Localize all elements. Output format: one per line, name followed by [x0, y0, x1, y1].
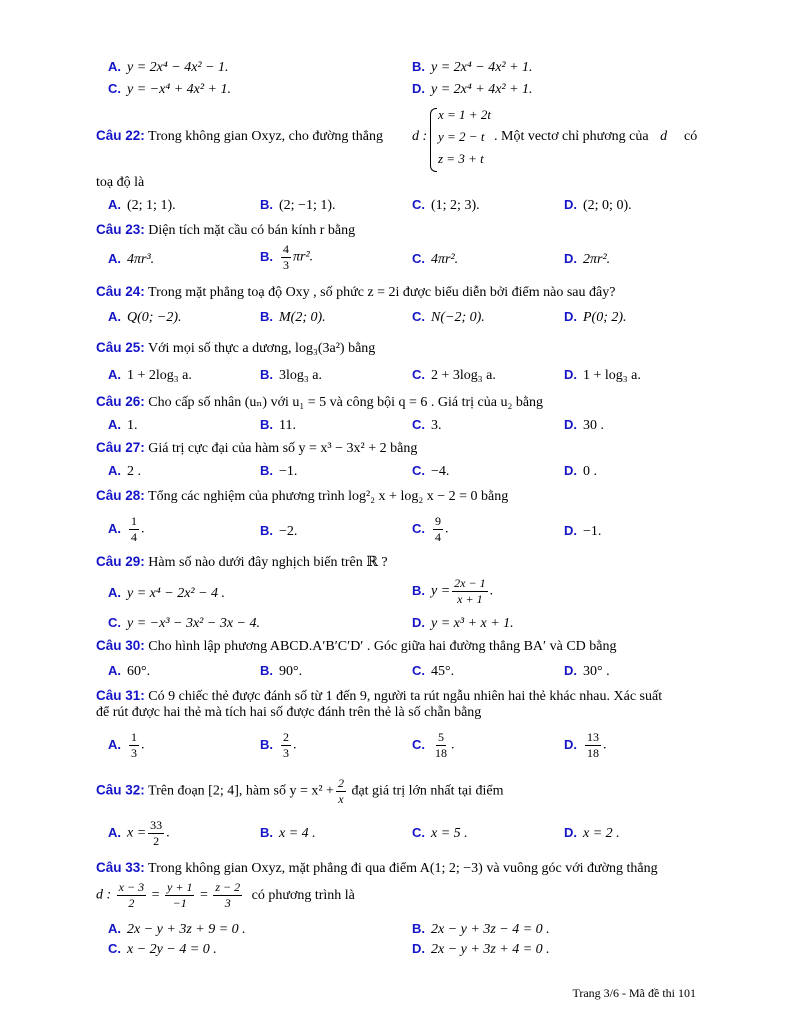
- question-24: Câu 24: Trong mặt phẳng toạ độ Oxy , số phức z = 2i được biểu diễn bởi điểm nào sau đây?: [96, 284, 616, 300]
- q26-option-b: B. 11.: [260, 417, 296, 433]
- q25-option-c: C. 2 + 3log₃ a.: [412, 367, 496, 383]
- question-23: Câu 23: Diện tích mặt cầu có bán kính r bằng: [96, 222, 356, 238]
- q27-option-a: A. 2 .: [108, 463, 141, 479]
- option-b: B. y = 2x⁴ − 4x² + 1.: [412, 59, 533, 75]
- q25-option-d: D. 1 + log₃ a.: [564, 367, 641, 383]
- question-22-tail-2: có: [684, 129, 698, 144]
- q23-option-d: D. 2πr².: [564, 251, 611, 267]
- q24-option-a: A. Q(0; −2).: [108, 309, 182, 325]
- q24-option-b: B. M(2; 0).: [260, 309, 326, 325]
- q30-option-b: B. 90°.: [260, 663, 303, 679]
- question-25: Câu 25: Với mọi số thực a dương, log₃(3a²) bằng: [96, 340, 376, 356]
- question-33-line: d : $\frac{x - 3}{2}$ = $\frac{y + 1}{-1}$ = $\frac{z - 2}{3}$ có phương trình là: [96, 880, 355, 910]
- q33-option-b: B. 2x − y + 3z − 4 = 0 .: [412, 921, 550, 937]
- q23-option-b: B. $\frac{4}{3}$ πr².: [260, 242, 314, 272]
- question-31-cont: để rút được hai thẻ mà tích hai số được đánh trên thẻ là số chẵn bằng: [96, 705, 482, 720]
- q29-option-c: C. y = −x³ − 3x² − 3x − 4.: [108, 615, 260, 631]
- q29-option-a: A. y = x⁴ − 2x² − 4 .: [108, 585, 226, 601]
- q33-option-c: C. x − 2y − 4 = 0 .: [108, 941, 217, 957]
- q32-option-d: D. x = 2 .: [564, 825, 620, 841]
- q28-option-b: B. −2.: [260, 523, 298, 539]
- q26-option-c: C. 3.: [412, 417, 442, 433]
- q25-option-b: B. 3log₃ a.: [260, 367, 322, 383]
- q22-option-c: C. (1; 2; 3).: [412, 197, 480, 213]
- q32-option-b: B. x = 4 .: [260, 825, 316, 841]
- q27-option-d: D. 0 .: [564, 463, 597, 479]
- q22-option-a: A. (2; 1; 1).: [108, 197, 176, 213]
- q22-option-b: B. (2; −1; 1).: [260, 197, 336, 213]
- q24-option-d: D. P(0; 2).: [564, 309, 627, 325]
- question-26: Câu 26: Cho cấp số nhân (uₙ) với u₁ = 5 và công bội q = 6 . Giá trị của u₂ bằng: [96, 394, 544, 410]
- q33-option-d: D. 2x − y + 3z + 4 = 0 .: [412, 941, 550, 957]
- q31-option-a: A. $\frac{1}{3}$ .: [108, 730, 145, 760]
- q23-option-a: A. 4πr³.: [108, 251, 155, 267]
- q33-option-a: A. 2x − y + 3z + 9 = 0 .: [108, 921, 246, 937]
- q32-option-c: C. x = 5 .: [412, 825, 468, 841]
- question-31: Câu 31: Có 9 chiếc thẻ được đánh số từ 1 đến 9, người ta rút ngẫu nhiên hai thẻ khác nhau. Xác suất: [96, 688, 663, 704]
- question-27: Câu 27: Giá trị cực đại của hàm số y = x³ − 3x² + 2 bằng: [96, 440, 418, 456]
- q30-option-c: C. 45°.: [412, 663, 455, 679]
- q25-option-a: A. 1 + 2log₃ a.: [108, 367, 192, 383]
- q30-option-d: D. 30° .: [564, 663, 610, 679]
- question-30: Câu 30: Cho hình lập phương ABCD.A′B′C′D′ . Góc giữa hai đường thẳng BA′ và CD bằng: [96, 638, 617, 654]
- question-29: Câu 29: Hàm số nào dưới đây nghịch biến trên ℝ ?: [96, 554, 388, 570]
- q29-option-b: B. y = $\frac{2x - 1}{x + 1}$ .: [412, 576, 494, 606]
- q22-option-d: D. (2; 0; 0).: [564, 197, 632, 213]
- option-d: D. y = 2x⁴ + 4x² + 1.: [412, 81, 533, 97]
- line-d-label: d :: [412, 129, 428, 144]
- fraction: $\frac{4}{3}$: [283, 242, 289, 272]
- q28-option-d: D. −1.: [564, 523, 602, 539]
- system-brace: [430, 108, 437, 172]
- question-22: Câu 22: Trong không gian Oxyz, cho đường thẳng: [96, 128, 383, 144]
- q26-option-a: A. 1.: [108, 417, 138, 433]
- question-22-cont: toạ độ là: [96, 175, 145, 190]
- q23-option-c: C. 4πr².: [412, 251, 459, 267]
- q31-option-c: C. $\frac{5}{18}$ .: [412, 730, 455, 760]
- question-22-tail: . Một vectơ chỉ phương của d: [494, 129, 668, 144]
- page-footer: Trang 3/6 - Mã đề thi 101: [572, 986, 696, 1000]
- q26-option-d: D. 30 .: [564, 417, 604, 433]
- q31-option-d: D. $\frac{13}{18}$ .: [564, 730, 607, 760]
- q27-option-b: B. −1.: [260, 463, 298, 479]
- question-33: Câu 33: Trong không gian Oxyz, mặt phẳng đi qua điểm A(1; 2; −3) và vuông góc với đường thẳng: [96, 860, 658, 876]
- q28-option-a: A. $\frac{1}{4}$ .: [108, 514, 145, 544]
- option-c: C. y = −x⁴ + 4x² + 1.: [108, 81, 231, 97]
- question-32: Câu 32: Trên đoạn [2; 4], hàm số y = x² + $\frac{2}{x}$ đạt giá trị lớn nhất tại điểm: [96, 776, 504, 806]
- q24-option-c: C. N(−2; 0).: [412, 309, 485, 325]
- option-a: A. y = 2x⁴ − 4x² − 1.: [108, 59, 229, 75]
- q29-option-d: D. y = x³ + x + 1.: [412, 615, 514, 631]
- q28-option-c: C. $\frac{9}{4}$ .: [412, 514, 449, 544]
- q32-option-a: A. x = $\frac{33}{2}$ .: [108, 818, 170, 848]
- q31-option-b: B. $\frac{2}{3}$ .: [260, 730, 297, 760]
- q27-option-c: C. −4.: [412, 463, 450, 479]
- question-28: Câu 28: Tổng các nghiệm của phương trình log²₂ x + log₂ x − 2 = 0 bằng: [96, 488, 509, 504]
- q30-option-a: A. 60°.: [108, 663, 151, 679]
- line-system: x = 1 + 2t y = 2 − t z = 3 + t: [438, 107, 491, 166]
